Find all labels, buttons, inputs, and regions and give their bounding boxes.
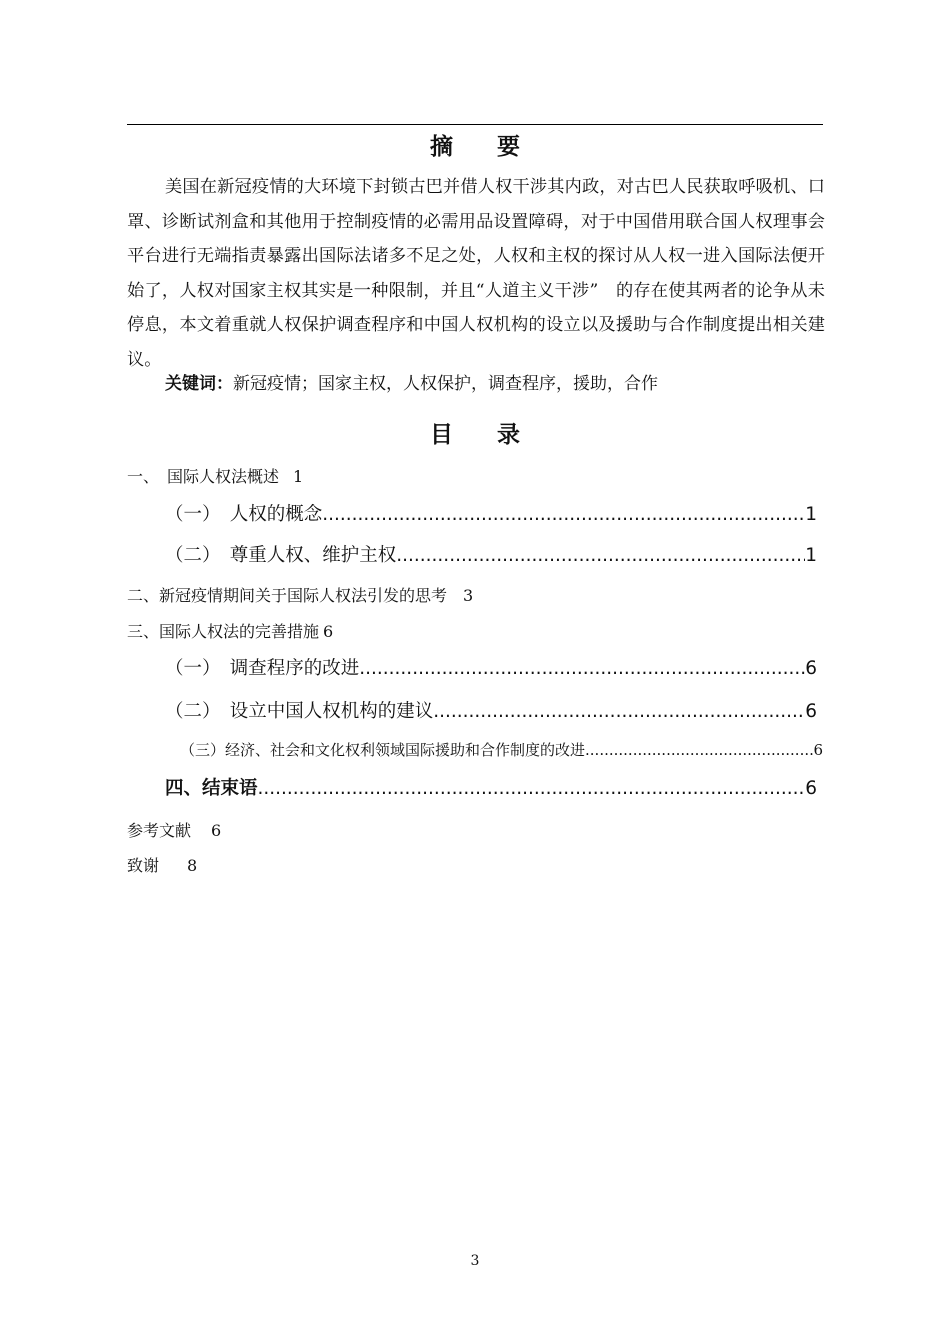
toc-entry-section-4[interactable] bbox=[165, 774, 817, 800]
toc-entry-page: 3 bbox=[463, 586, 474, 605]
toc-entry-label: （三）经济、社会和文化权利领域国际援助和合作制度的改进 bbox=[180, 741, 586, 759]
toc-leader-dots bbox=[359, 658, 805, 679]
toc-entry-section-3[interactable] bbox=[127, 619, 333, 642]
toc-entry-page: 6 bbox=[813, 741, 823, 759]
toc-entry-label: （一） 调查程序的改进 bbox=[165, 658, 360, 679]
abstract-body: 美国在新冠疫情的大环境下封锁古巴并借人权干涉其内政，对古巴人民获取呼吸机、口罩、诊断试剂盒和其他用于控制疫情的必需用品设置障碍，对于中国借用联合国人权理事会平台进行无端指责暴露出国际法诸多不足之处，人权和主权的探讨从人权一进入国际法便开始了，人权对国家主权其实是一种限制，并且“人道主义干涉” 的存在使其两者的论争从未停息，本文着重就人权保护调查程序和中国人权机构的设立以及援助与合作制度提出相关建议。 bbox=[127, 177, 825, 370]
toc-entry-page: 1 bbox=[805, 504, 817, 525]
keywords-line bbox=[165, 369, 658, 399]
toc-entry-section-2[interactable] bbox=[127, 583, 473, 606]
toc-title: 目 录 bbox=[429, 422, 538, 448]
toc-entry-page: 6 bbox=[805, 658, 817, 679]
toc-entry-page: 6 bbox=[805, 701, 817, 722]
page-number: 3 bbox=[470, 1253, 480, 1269]
abstract-title: 摘 要 bbox=[429, 134, 538, 160]
toc-leader-dots bbox=[258, 778, 806, 799]
toc-entry-label: 一、 国际人权法概述 bbox=[127, 467, 280, 486]
toc-entry-page: 6 bbox=[211, 821, 222, 840]
toc-entry-page: 6 bbox=[805, 778, 817, 799]
toc-entry-label: 参考文献 bbox=[127, 821, 192, 840]
toc-entry-label: （一） 人权的概念 bbox=[165, 504, 323, 525]
toc-entry-section-3-1[interactable] bbox=[165, 654, 817, 680]
toc-entry-acknowledgements[interactable] bbox=[127, 853, 197, 876]
toc-entry-page: 6 bbox=[323, 622, 334, 641]
toc-leader-dots bbox=[433, 701, 805, 722]
toc-leader-dots bbox=[396, 545, 805, 566]
toc-entry-page: 8 bbox=[187, 856, 198, 875]
keywords-label: 关键词： bbox=[165, 374, 233, 394]
toc-leader-dots bbox=[322, 504, 805, 525]
toc-entry-section-3-3[interactable] bbox=[180, 739, 823, 760]
header-rule bbox=[127, 124, 823, 125]
toc-entry-section-1[interactable] bbox=[127, 464, 303, 487]
toc-entry-label: 二、新冠疫情期间关于国际人权法引发的思考 bbox=[127, 586, 448, 605]
toc-entry-page: 1 bbox=[293, 467, 304, 486]
toc-entry-references[interactable] bbox=[127, 818, 221, 841]
toc-entry-section-1-2[interactable] bbox=[165, 541, 817, 567]
toc-entry-label: 三、国际人权法的完善措施 bbox=[127, 622, 320, 641]
toc-entry-label: 致谢 bbox=[127, 856, 160, 875]
toc-entry-label: （二） 尊重人权、维护主权 bbox=[165, 545, 397, 566]
keywords-text: 新冠疫情；国家主权，人权保护，调查程序，援助，合作 bbox=[233, 374, 658, 394]
toc-entry-page: 1 bbox=[805, 545, 817, 566]
toc-entry-label: （二） 设立中国人权机构的建议 bbox=[165, 701, 434, 722]
toc-entry-label: 四、结束语 bbox=[165, 778, 258, 799]
toc-leader-dots bbox=[585, 741, 813, 759]
toc-entry-section-1-1[interactable] bbox=[165, 500, 817, 526]
toc-entry-section-3-2[interactable] bbox=[165, 697, 817, 723]
